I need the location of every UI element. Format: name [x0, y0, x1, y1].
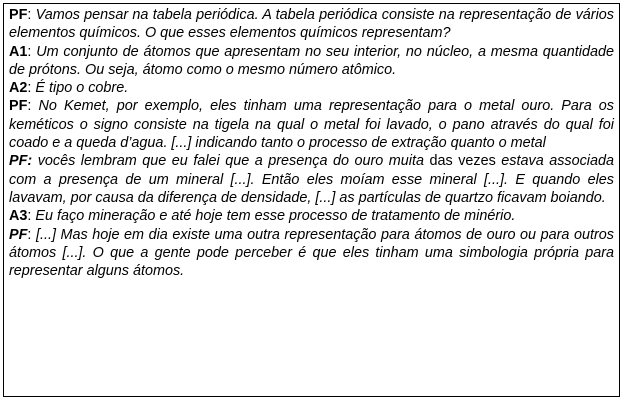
speaker-label: PF — [9, 7, 28, 23]
turn-1 — [9, 6, 614, 43]
speaker-label: A1 — [9, 43, 28, 60]
utterance-text: Eu faço mineração e até hoje tem esse processo de tratamento de minério. — [35, 208, 516, 225]
utterance-text: vocês lembram que eu falei que a presença do ouro muita — [37, 153, 430, 170]
turn-5 — [9, 152, 614, 207]
utterance-text-upright: das vezes — [429, 153, 496, 170]
speaker-separator: : — [27, 98, 39, 115]
turn-4 — [9, 97, 614, 152]
speaker-separator: : — [27, 226, 36, 243]
utterance-text: É tipo o cobre. — [35, 80, 129, 97]
turn-2 — [9, 43, 614, 80]
utterance-text: No Kemet, por exemplo, eles tinham uma representação para o metal ouro. Para os keméticos o signo consiste na tigela na qual o metal foi lavado, o pano através do qual foi coado e a queda d’agua. [...] indicando tanto o processo de extração quanto o metal — [9, 98, 614, 152]
utterance-text: estava associada com a presença de um mineral [...]. Então eles moíam esse mineral [...]. E quando eles lavavam, por causa da diferença de densidade, [...] as partículas de quartzo ficavam boiando. — [9, 153, 615, 206]
speaker-label: PF: — [9, 153, 33, 170]
speaker-separator: : — [27, 208, 36, 225]
speaker-separator: : — [27, 7, 36, 23]
utterance-text: Um conjunto de átomos que apresentam no seu interior, no núcleo, a mesma quantidade de prótons. Ou seja, átomo como o mesmo número atômico. — [9, 43, 614, 78]
speaker-label: PF — [9, 226, 28, 243]
speaker-separator: : — [27, 43, 37, 60]
turn-7 — [9, 226, 614, 281]
speaker-label: A3 — [9, 208, 28, 225]
speaker-label: PF — [9, 98, 28, 115]
speaker-label: A2 — [9, 80, 28, 97]
utterance-text: [...] Mas hoje em dia existe uma outra representação para átomos de ouro ou para outros átomos [...]. O que a gente pode perceber é que eles tinham uma simbologia própria para representar alguns átomos. — [9, 226, 614, 280]
transcript-box — [3, 3, 620, 397]
utterance-text: Vamos pensar na tabela periódica. A tabela periódica consiste na representação de vários elementos químicos. O que esses elementos químicos representam? — [9, 7, 614, 42]
speaker-separator: : — [27, 80, 36, 97]
turn-3 — [9, 79, 614, 97]
turn-6 — [9, 207, 614, 225]
